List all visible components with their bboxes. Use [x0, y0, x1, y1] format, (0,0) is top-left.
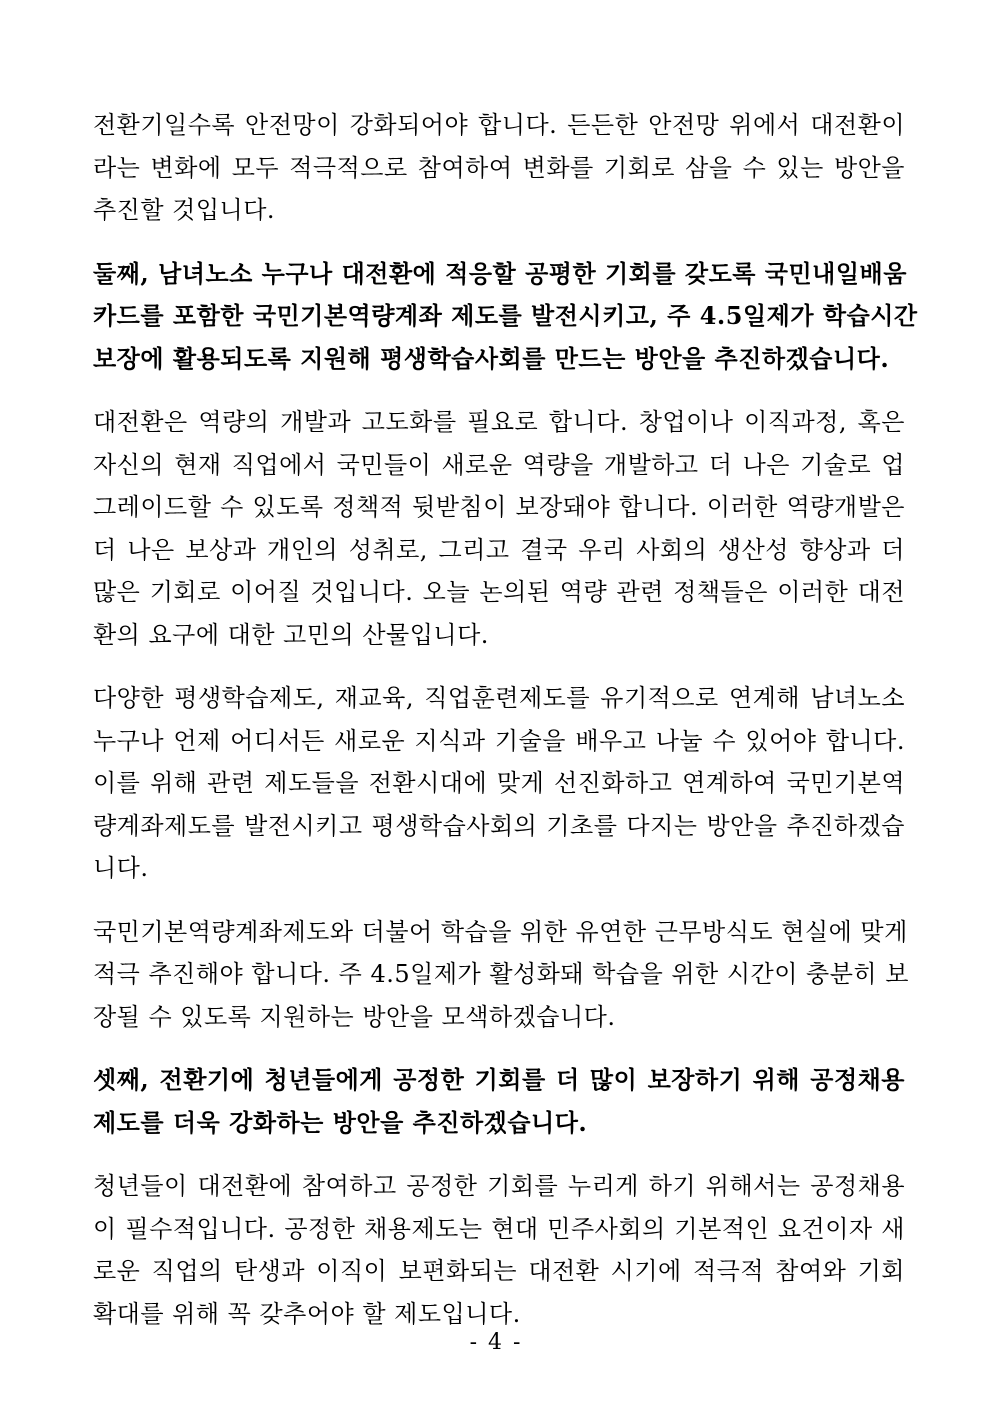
text-line: 더 나은 보상과 개인의 성취로, 그리고 결국 우리 사회의 생산성 향상과 더 [93, 535, 905, 564]
text-line: 많은 기회로 이어질 것입니다. 오늘 논의된 역량 관련 정책들은 이러한 대전 [93, 578, 905, 606]
paragraph [93, 911, 909, 1039]
paragraph [93, 677, 905, 890]
text-line: 추진할 것입니다. [93, 196, 276, 224]
page-number: - 4 - [469, 1330, 523, 1355]
text-line: 자신의 현재 직업에서 국민들이 새로운 역량을 개발하고 더 나은 기술로 업 [93, 450, 905, 479]
paragraph [93, 1165, 905, 1335]
text-line: 적극 추진해야 합니다. 주 4.5일제가 활성화돼 학습을 위한 시간이 충분히 보 [93, 960, 909, 988]
text-line: 니다. [93, 854, 149, 882]
document-body [93, 104, 918, 1356]
text-line: 국민기본역량계좌제도와 더불어 학습을 위한 유연한 근무방식도 현실에 맞게 [93, 917, 908, 946]
text-line: 카드를 포함한 국민기본역량계좌 제도를 발전시키고, 주 4.5일제가 학습시간 [93, 301, 918, 330]
text-line: 이 필수적입니다. 공정한 채용제도는 현대 민주사회의 기본적인 요건이자 새 [93, 1214, 905, 1243]
paragraph [93, 104, 905, 232]
text-line: 셋째, 전환기에 청년들에게 공정한 기회를 더 많이 보장하기 위해 공정채용 [93, 1065, 905, 1094]
text-line: 누구나 언제 어디서든 새로운 지식과 기술을 배우고 나눌 수 있어야 합니다. [93, 726, 905, 755]
text-line: 둘째, 남녀노소 누구나 대전환에 적응할 공평한 기회를 갖도록 국민내일배움 [93, 258, 907, 288]
emphasis-paragraph [93, 253, 918, 381]
text-line: 보장에 활용되도록 지원해 평생학습사회를 만드는 방안을 추진하겠습니다. [93, 343, 890, 373]
text-line: 로운 직업의 탄생과 이직이 보편화되는 대전환 시기에 적극적 참여와 기회 [93, 1257, 905, 1285]
text-line: 청년들이 대전환에 참여하고 공정한 기회를 누리게 하기 위해서는 공정채용 [93, 1172, 905, 1200]
text-line: 전환기일수록 안전망이 강화되어야 합니다. 든든한 안전망 위에서 대전환이 [93, 111, 905, 139]
text-line: 량계좌제도를 발전시키고 평생학습사회의 기초를 다지는 방안을 추진하겠습 [93, 811, 905, 840]
text-line: 확대를 위해 꼭 갖추어야 할 제도입니다. [93, 1299, 521, 1328]
text-line: 장될 수 있도록 지원하는 방안을 모색하겠습니다. [93, 1002, 616, 1031]
text-line: 제도를 더욱 강화하는 방안을 추진하겠습니다. [93, 1107, 588, 1137]
text-line: 그레이드할 수 있도록 정책적 뒷받침이 보장돼야 합니다. 이러한 역량개발은 [93, 493, 905, 521]
text-line: 대전환은 역량의 개발과 고도화를 필요로 합니다. 창업이나 이직과정, 혹은 [93, 408, 905, 436]
emphasis-paragraph [93, 1059, 905, 1144]
text-line: 이를 위해 관련 제도들을 전환시대에 맞게 선진화하고 연계하여 국민기본역 [93, 769, 905, 797]
paragraph [93, 401, 905, 656]
text-line: 다양한 평생학습제도, 재교육, 직업훈련제도를 유기적으로 연계해 남녀노소 [93, 684, 905, 712]
text-line: 환의 요구에 대한 고민의 산물입니다. [93, 620, 489, 649]
text-line: 라는 변화에 모두 적극적으로 참여하여 변화를 기회로 삼을 수 있는 방안을 [93, 153, 905, 182]
